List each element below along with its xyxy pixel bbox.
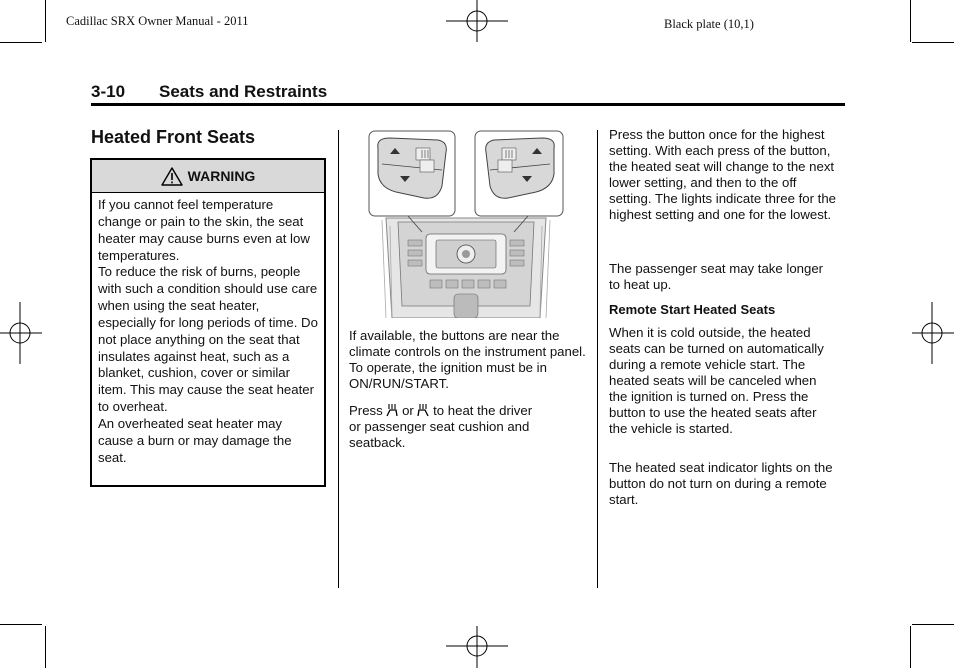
remote-start-text: When it is cold outside, the heated seats can be turned on automatically during a remote vehicle start. The heated seats will be canceled when the ignition is turned on. Press the button to use the heated seats after the vehicle is started. [609,325,824,436]
section-title: Seats and Restraints [159,82,328,101]
plate-label: Black plate (10,1) [664,17,754,31]
heated-seat-controls-illustration [368,130,564,318]
registration-mark [912,302,954,364]
press-text: Press [349,403,383,418]
registration-mark [446,0,508,42]
press-line [349,402,589,419]
page-title: Heated Front Seats [91,127,256,147]
manual-title: Cadillac SRX Owner Manual - 2011 [66,14,249,28]
warning-text [98,197,320,467]
column-divider [597,130,598,588]
indicator-note: The heated seat indicator lights on the button do not turn on during a remote start. [609,460,833,507]
warning-header [92,160,324,193]
warning-triangle-icon [161,167,183,186]
section-number: 3-10 [91,82,126,101]
right-paragraph [609,460,841,508]
middle-paragraph [349,328,589,392]
remote-start-subheading: Remote Start Heated Seats [609,302,776,317]
crop-mark [912,624,954,625]
warning-box [90,158,326,487]
setting-text: Press the button once for the highest setting. With each press of the button, the heated seat will change to the next lower setting, and then to the off setting. The lights indicate three for the highest setting and one for the lowest. [609,127,837,222]
registration-mark [446,626,508,668]
press-instruction [349,402,589,451]
crop-mark [0,42,42,43]
crop-mark [910,626,911,668]
crop-mark [910,0,911,42]
crop-mark [45,0,46,42]
warning-paragraph: An overheated seat heater may cause a burn or may damage the seat. [98,415,292,465]
heated-seat-passenger-icon [417,403,429,417]
heated-seat-driver-icon [386,403,398,417]
warning-label: WARNING [187,168,256,184]
registration-mark [0,302,42,364]
passenger-note: The passenger seat may take longer to heat up. [609,261,824,292]
warning-paragraph: To reduce the risk of burns, people with such a condition should use care when using the seat heater, especially for long periods of time. Do not place anything on the seat that insulates against heat, such as a blanket, cushion, cover or similar item. This may cause the seat heater to overheat. [98,264,318,415]
heat-text-continued: or passenger seat cushion and seatback. [349,419,530,450]
column-divider [338,130,339,588]
section-rule [91,103,845,106]
right-paragraph [609,325,837,437]
or-text: or [402,403,414,418]
heat-text: to heat the driver [433,403,533,418]
crop-mark [0,624,42,625]
right-paragraph [609,127,837,223]
location-text: If available, the buttons are near the climate controls on the instrument panel. To operate, the ignition must be in ON/RUN/START. [349,328,586,391]
right-paragraph [609,261,837,293]
crop-mark [45,626,46,668]
warning-paragraph: If you cannot feel temperature change or pain to the skin, the seat heater may cause burns even at low temperatures. [98,197,310,263]
crop-mark [912,42,954,43]
